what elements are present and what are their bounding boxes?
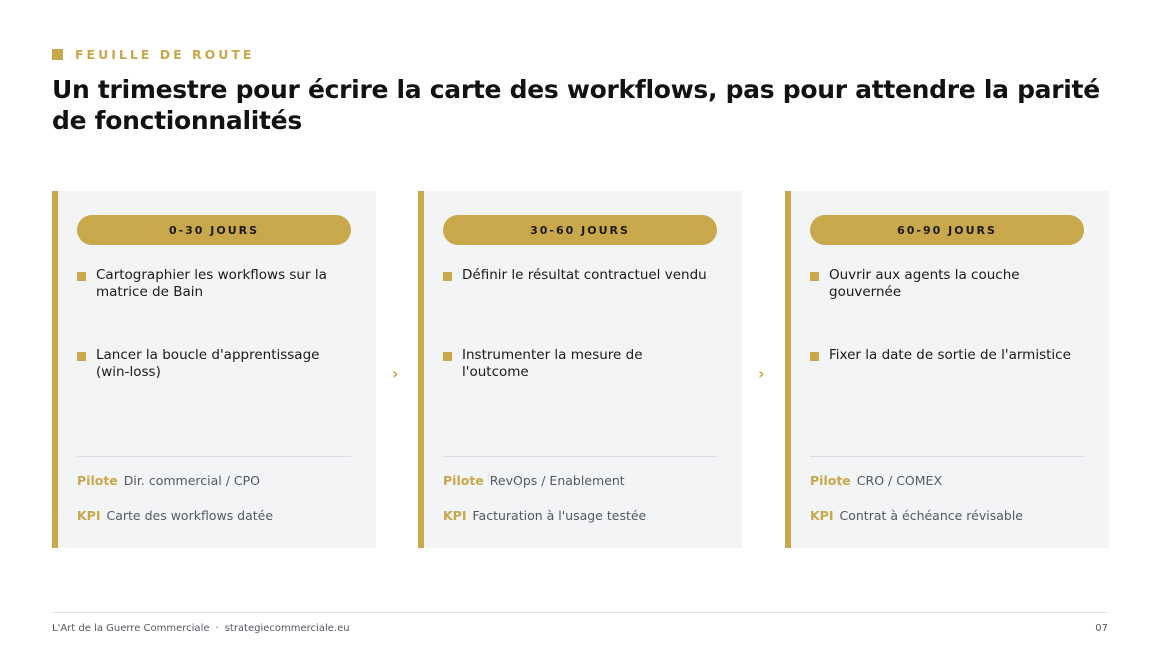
pilot-label: Pilote <box>443 473 484 488</box>
kpi-row <box>77 508 273 523</box>
section-eyebrow <box>52 47 254 62</box>
pilot-value: RevOps / Enablement <box>489 473 625 488</box>
list-item-text: Instrumenter la mesure de l'outcome <box>462 347 643 380</box>
square-bullet-icon <box>443 272 452 281</box>
kpi-row <box>810 508 1023 523</box>
pilot-value: CRO / COMEX <box>856 473 943 488</box>
kpi-label: KPI <box>77 508 101 523</box>
chevron-right-icon: › <box>758 364 765 383</box>
footer-brand: L'Art de la Guerre Commerciale <box>52 623 210 634</box>
list-item-text: Lancer la boucle d'apprentissage (win-loss) <box>96 347 320 380</box>
eyebrow-square-icon <box>52 49 63 60</box>
square-bullet-icon <box>77 352 86 361</box>
list-item <box>810 267 1080 301</box>
list-item <box>443 267 713 284</box>
card-divider <box>810 456 1084 457</box>
phase-card-3 <box>785 191 1109 548</box>
list-item <box>443 347 713 381</box>
kpi-label: KPI <box>443 508 467 523</box>
card-divider <box>77 456 351 457</box>
pilot-row <box>810 473 942 488</box>
footer-credits <box>52 623 350 634</box>
square-bullet-icon <box>443 352 452 361</box>
list-item-text: Définir le résultat contractuel vendu <box>462 267 707 283</box>
phase-period-badge: 30-60 JOURS <box>443 215 717 245</box>
pilot-row <box>443 473 625 488</box>
footer-separator: · <box>215 623 219 634</box>
chevron-right-icon: › <box>392 364 399 383</box>
kpi-row <box>443 508 646 523</box>
pilot-label: Pilote <box>810 473 851 488</box>
footer-site: strategiecommerciale.eu <box>224 623 350 634</box>
list-item <box>77 347 347 381</box>
list-item-text: Fixer la date de sortie de l'armistice <box>829 347 1071 363</box>
pilot-value: Dir. commercial / CPO <box>123 473 260 488</box>
list-item-text: Cartographier les workflows sur la matrice de Bain <box>96 267 327 300</box>
list-item-text: Ouvrir aux agents la couche gouvernée <box>829 267 1020 300</box>
phase-card-2 <box>418 191 742 548</box>
page-number: 07 <box>1095 623 1108 634</box>
square-bullet-icon <box>810 352 819 361</box>
phase-card-1 <box>52 191 376 548</box>
kpi-value: Contrat à échéance révisable <box>839 508 1023 523</box>
phase-period-badge: 0-30 JOURS <box>77 215 351 245</box>
phase-period-badge: 60-90 JOURS <box>810 215 1084 245</box>
pilot-row <box>77 473 260 488</box>
card-divider <box>443 456 717 457</box>
kpi-value: Carte des workflows datée <box>106 508 274 523</box>
list-item <box>810 347 1080 364</box>
footer-divider <box>52 612 1108 613</box>
kpi-value: Facturation à l'usage testée <box>472 508 647 523</box>
eyebrow-label: FEUILLE DE ROUTE <box>75 47 255 62</box>
pilot-label: Pilote <box>77 473 118 488</box>
page-title: Un trimestre pour écrire la carte des workflows, pas pour attendre la parité de fonctionnalités <box>52 75 1100 135</box>
kpi-label: KPI <box>810 508 834 523</box>
square-bullet-icon <box>810 272 819 281</box>
square-bullet-icon <box>77 272 86 281</box>
list-item <box>77 267 347 301</box>
